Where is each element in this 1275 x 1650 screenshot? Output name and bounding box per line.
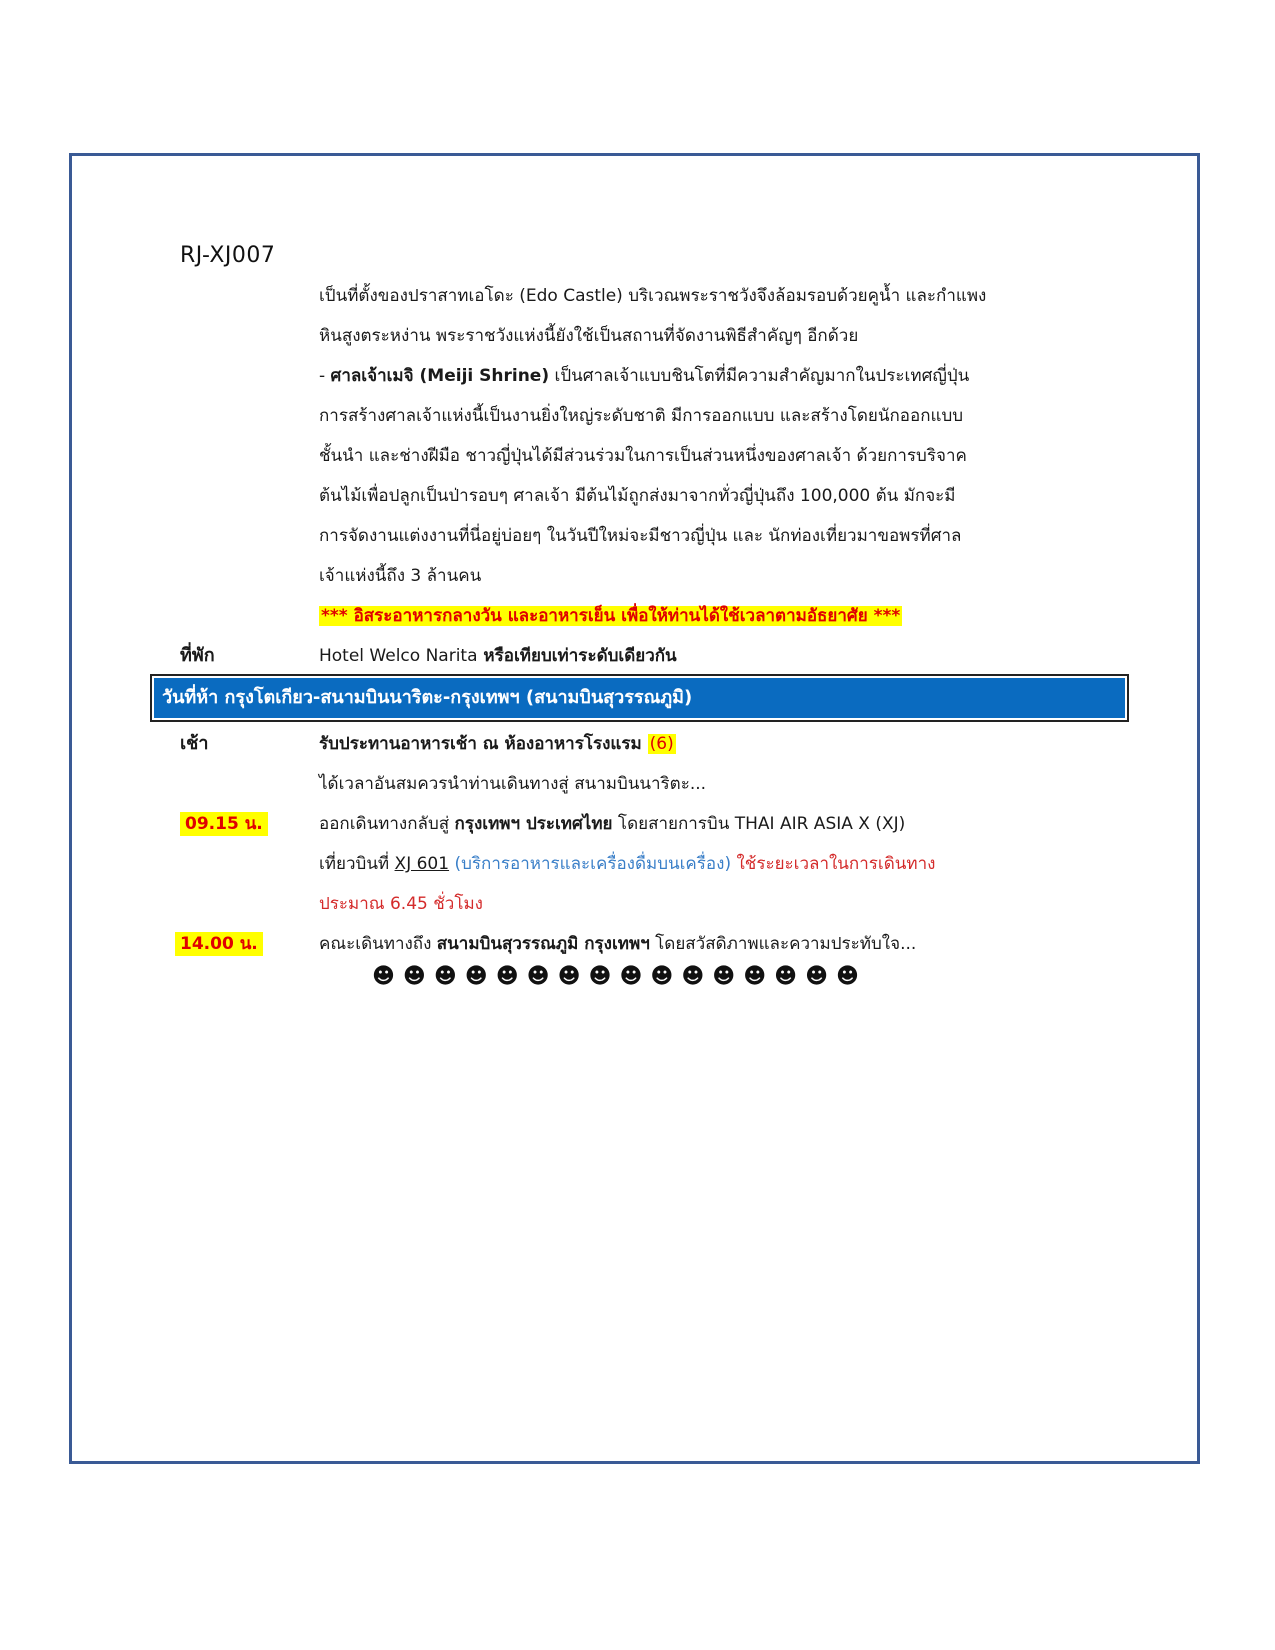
itinerary-description xyxy=(319,276,1091,636)
depart-row-2 xyxy=(319,844,935,884)
arrive-post: โดยสวัสดิภาพและความประทับใจ... xyxy=(649,934,917,954)
hotel-row xyxy=(319,636,677,676)
breakfast-text: รับประทานอาหารเช้า ณ ห้องอาหารโรงแรม xyxy=(319,734,648,754)
arrive-destination: สนามบินสุวรรณภูมิ กรุงเทพฯ xyxy=(436,934,650,954)
arrive-pre: คณะเดินทางถึง xyxy=(319,934,437,954)
breakfast-row xyxy=(319,724,676,764)
flight-number: XJ 601 xyxy=(394,854,450,874)
meiji-name: ศาลเจ้าเมจิ xyxy=(330,366,414,386)
free-meal-note: *** อิสระอาหารกลางวัน และอาหารเย็น เพื่อให้ท่านได้ใช้เวลาตามอัธยาศัย *** xyxy=(321,606,901,626)
intro-line-1: เป็นที่ตั้งของปราสาทเอโดะ (Edo Castle) บริเวณพระราชวังจึงล้อมรอบด้วยคูน้ำ และกำแพง xyxy=(319,286,987,306)
hotel-name: Hotel Welco Narita xyxy=(319,646,478,666)
transfer-line: ได้เวลาอันสมควรนำท่านเดินทางสู่ สนามบินนาริตะ... xyxy=(319,774,707,794)
meiji-line-1 xyxy=(319,356,1091,396)
meiji-name-en: (Meiji Shrine) xyxy=(413,366,550,386)
duration-text: ใช้ระยะเวลาในการเดินทาง xyxy=(731,854,936,874)
arrive-time: 14.00 น. xyxy=(175,932,263,956)
meiji-line-3: ชั้นนำ และช่างฝีมือ ชาวญี่ปุ่นได้มีส่วนร่วมในการเป็นส่วนหนึ่งของศาลเจ้า ด้วยการบริจาค xyxy=(319,446,967,466)
meiji-line-4: ต้นไม้เพื่อปลูกเป็นป่ารอบๆ ศาลเจ้า มีต้นไม้ถูกส่งมาจากทั่วญี่ปุ่นถึง 100,000 ต้น มักจะมี xyxy=(319,486,956,506)
hotel-label: ที่พัก xyxy=(180,645,215,666)
meiji-line-1-text: เป็นศาลเจ้าแบบชินโตที่มีความสำคัญมากในประเทศญี่ปุ่น xyxy=(549,366,970,386)
meal-service: (บริการอาหารและเครื่องดื่มบนเครื่อง) xyxy=(449,854,732,874)
arrive-time-cell xyxy=(175,924,263,964)
hotel-suffix: หรือเทียบเท่าระดับเดียวกัน xyxy=(477,646,677,666)
depart-pre: ออกเดินทางกลับสู่ xyxy=(319,814,455,834)
duration-line: ประมาณ 6.45 ชั่วโมง xyxy=(319,894,483,914)
day-header-bar xyxy=(150,674,1129,722)
meiji-line-2: การสร้างศาลเจ้าแห่งนี้เป็นงานยิ่งใหญ่ระดับชาติ มีการออกแบบ และสร้างโดยนักออกแบบ xyxy=(319,406,964,426)
arrive-row xyxy=(319,924,916,964)
intro-line-2: หินสูงตระหง่าน พระราชวังแห่งนี้ยังใช้เป็นสถานที่จัดงานพิธีสำคัญๆ อีกด้วย xyxy=(319,326,859,346)
meiji-line-5: การจัดงานแต่งงานที่นี่อยู่บ่อยๆ ในวันปีใหม่จะมีชาวญี่ปุ่น และ นักท่องเที่ยวมาขอพรที่ศาล xyxy=(319,526,962,546)
flight-pre: เที่ยวบินที่ xyxy=(319,854,395,874)
depart-airline: โดยสายการบิน THAI AIR ASIA X (XJ) xyxy=(612,814,906,834)
depart-time-cell xyxy=(180,804,268,844)
meiji-line-6: เจ้าแห่งนี้ถึง 3 ล้านคน xyxy=(319,566,482,586)
depart-row-1 xyxy=(319,804,905,844)
bullet-dash: - xyxy=(319,366,331,386)
meal-number: (6) xyxy=(649,734,674,754)
depart-time: 09.15 น. xyxy=(180,812,268,836)
smiley-divider: ☻☻☻☻☻☻☻☻☻☻☻☻☻☻☻☻ xyxy=(372,964,867,989)
day-header: วันที่ห้า กรุงโตเกียว-สนามบินนาริตะ-กรุงเทพฯ (สนามบินสุวรรณภูมิ) xyxy=(154,678,1125,718)
free-meal-note-line xyxy=(319,596,1091,636)
tour-code: RJ-XJ007 xyxy=(180,243,276,268)
depart-destination: กรุงเทพฯ ประเทศไทย xyxy=(454,814,613,834)
breakfast-label: เช้า xyxy=(180,733,209,754)
